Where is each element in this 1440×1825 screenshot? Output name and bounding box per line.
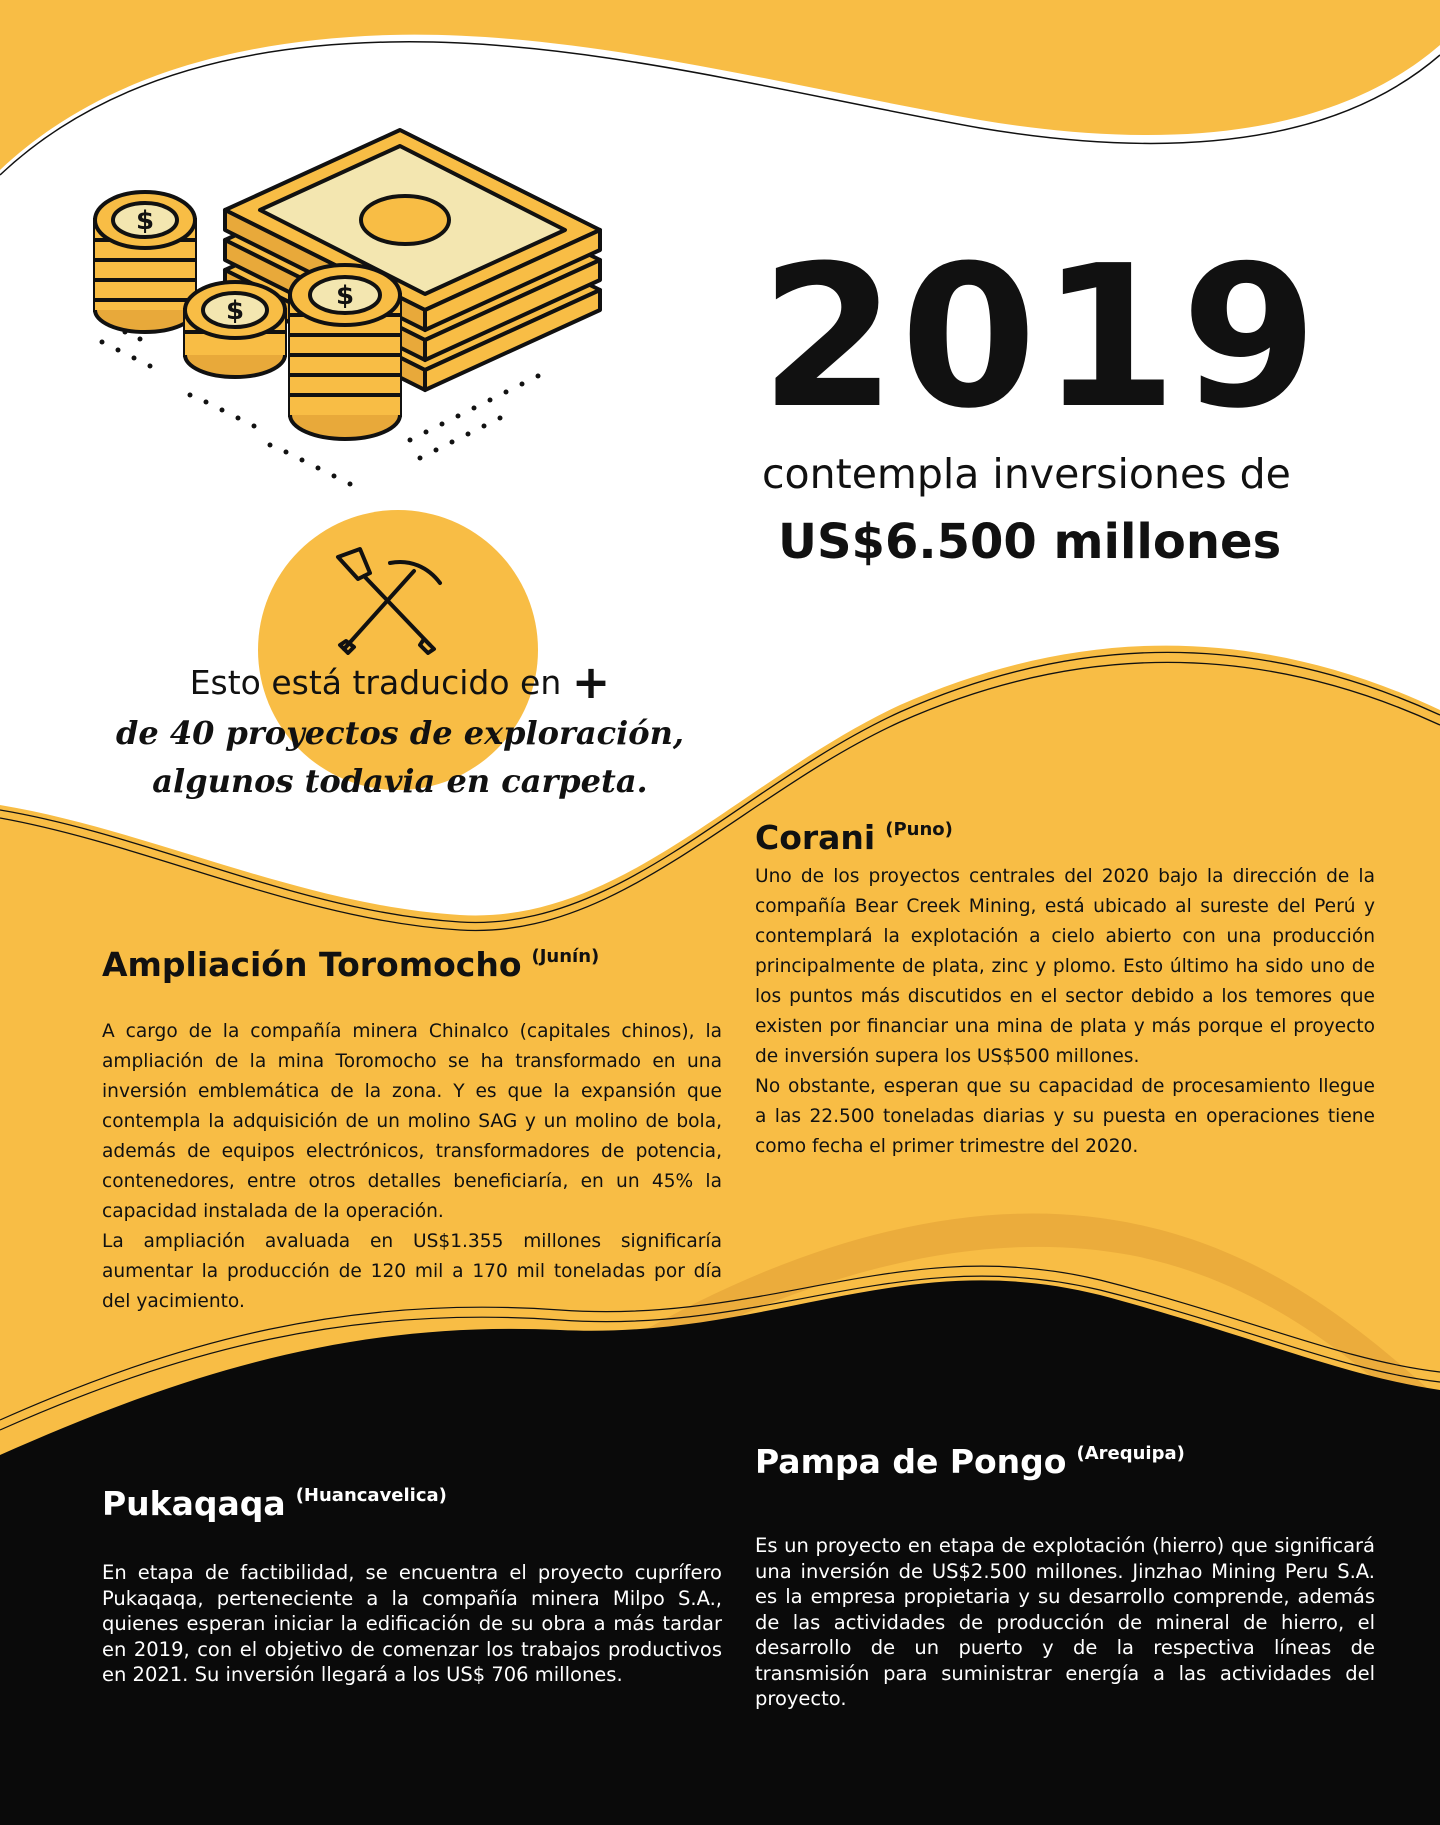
corani-paragraph: No obstante, esperan que su capacidad de procesamiento llegue a las 22.500 toneladas diarias y su puesta en operaciones tiene como fecha el primer trimestre del 2020. bbox=[755, 1076, 1375, 1157]
pukaqaqa-region: (Huancavelica) bbox=[295, 1485, 447, 1506]
toromocho-paragraph: A cargo de la compañía minera Chinalco (capitales chinos), la ampliación de la mina Toromocho se ha transformado en una inversión emblemática de la zona. Y es que la expansión que contempla la adquisición de un molino SAG y un molino de bola, además de equipos electrónicos, transformadores de potencia, contenedores, entre otros detalles beneficiaría, en un 45% la capacidad instalada de la operación. bbox=[102, 1021, 722, 1222]
callout-line-1: Esto está traducido en + bbox=[189, 655, 611, 709]
corani-region: (Puno) bbox=[885, 819, 953, 840]
hero-subline: contempla inversiones de bbox=[762, 450, 1291, 498]
hero-amount: US$6.500 millones bbox=[778, 514, 1282, 570]
pukaqaqa-body bbox=[102, 1560, 722, 1688]
svg-text:$: $ bbox=[225, 296, 245, 326]
toromocho-paragraph: La ampliación avaluada en US$1.355 millones significaría aumentar la producción de 120 mil a 170 mil toneladas por día del yacimiento. bbox=[102, 1231, 722, 1312]
corani-body bbox=[755, 862, 1375, 1162]
money-stack-icon bbox=[80, 110, 640, 510]
callout-line-2: de 40 proyectos de exploración, bbox=[115, 714, 684, 752]
corani-title: Corani $^{(Puno)}$ bbox=[755, 818, 953, 857]
pukaqaqa-title: Pukaqaqa $^{(Huancavelica)}$ bbox=[102, 1484, 447, 1523]
pampa-paragraph: Es un proyecto en etapa de explotación (hierro) que significará una inversión de US$2.500 millones. Jinzhao Mining Peru S.A. es la empresa propietaria y su desarrollo comprende, además de las actividades de producción de mineral de hierro, el desarrollo de un puerto y de la respectiva líneas de transmisión para suministrar energía a las actividades del proyecto. bbox=[755, 1534, 1375, 1710]
toromocho-title: Ampliación Toromocho $^{(Junín)}$ bbox=[102, 945, 600, 984]
svg-text:$: $ bbox=[135, 206, 155, 236]
toromocho-region: (Junín) bbox=[531, 946, 600, 967]
pukaqaqa-paragraph: En etapa de factibilidad, se encuentra el proyecto cuprífero Pukaqaqa, perteneciente a la compañía minera Milpo S.A., quienes esperan iniciar la edificación de su obra a más tardar en 2019, con el objetivo de comenzar los trabajos productivos en 2021. Su inversión llegará a los US$ 706 millones. bbox=[102, 1561, 722, 1686]
callout-line-3: algunos todavia en carpeta. bbox=[152, 762, 648, 800]
pampa-region: (Arequipa) bbox=[1076, 1443, 1185, 1464]
toromocho-body bbox=[102, 1017, 722, 1317]
hero-year: 2019 bbox=[760, 224, 1322, 452]
exploration-callout bbox=[110, 655, 690, 805]
plus-icon: + bbox=[571, 655, 611, 709]
corani-paragraph: Uno de los proyectos centrales del 2020 bajo la dirección de la compañía Bear Creek Mining, está ubicado al sureste del Perú y contemplará la explotación a cielo abierto con una producción principalmente de plata, zinc y plomo. Esto último ha sido uno de los puntos más discutidos en el sector debido a los temores que existen por financiar una mina de plata y más porque el proyecto de inversión supera los US$500 millones. bbox=[755, 866, 1375, 1067]
pampa-title: Pampa de Pongo $^{(Arequipa)}$ bbox=[755, 1442, 1185, 1481]
pick-and-shovel-icon bbox=[330, 545, 450, 655]
pampa-body bbox=[755, 1533, 1375, 1712]
svg-text:$: $ bbox=[335, 281, 355, 311]
